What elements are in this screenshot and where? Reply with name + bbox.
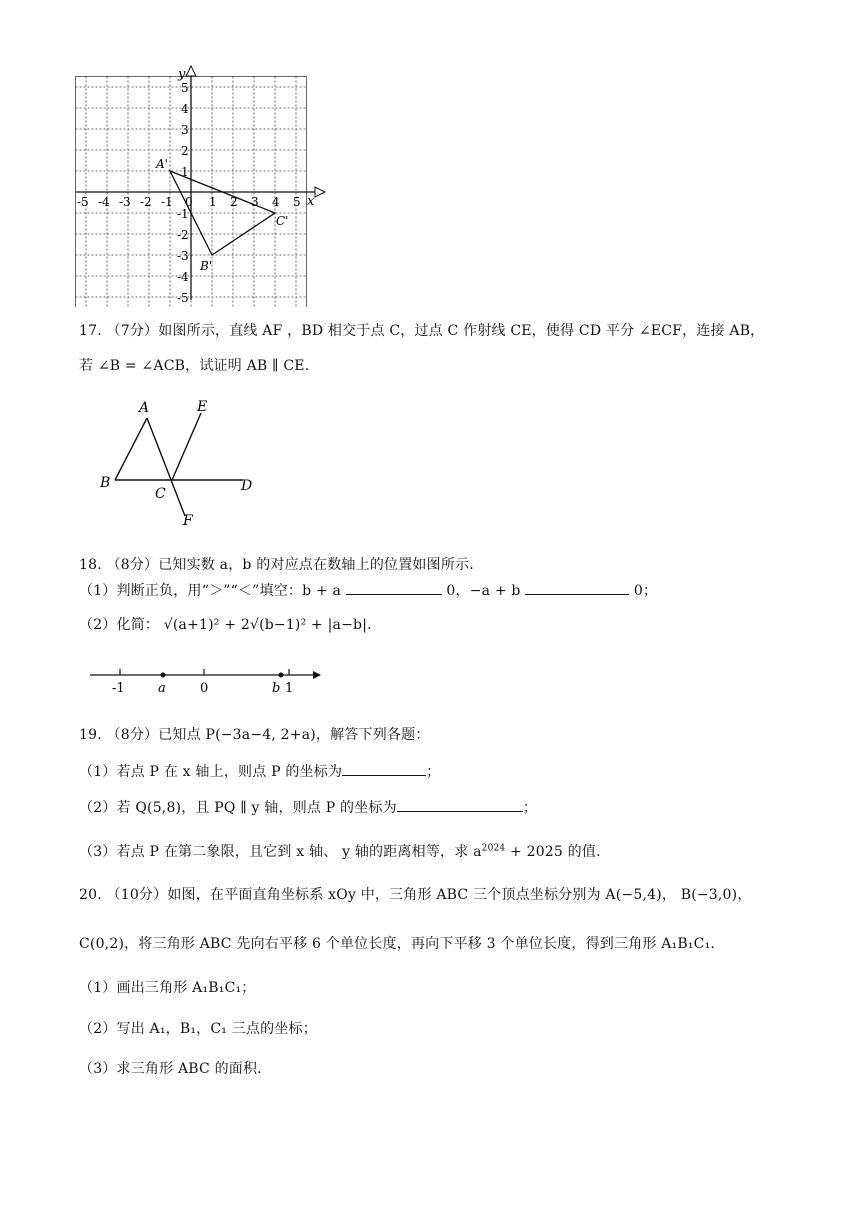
y-tick-label: 5 [181, 81, 189, 95]
q19-part1-end: ； [426, 764, 441, 780]
y-tick-label: -2 [177, 228, 189, 242]
q19-part2-text: （2）若 Q(5,8)，且 PQ ∥ y 轴，则点 P 的坐标为 [79, 800, 397, 816]
x-tick-label: 2 [230, 195, 238, 209]
q18-part2-expr: √(a+1)² + 2√(b−1)² + |a−b|. [163, 617, 372, 633]
x-axis-arrow [315, 187, 325, 197]
y-tick-label: -4 [177, 270, 189, 284]
q20-part2: （2）写出 A₁，B₁，C₁ 三点的坐标； [79, 1021, 317, 1037]
q18-part1-mid: 0，−a + b [446, 583, 521, 599]
point-A-prime-label: A' [156, 157, 168, 171]
numberline-label-1: 1 [285, 681, 294, 695]
q20-line2: C(0,2)，将三角形 ABC 先向右平移 6 个单位长度，再向下平移 3 个单位长度，得到三角形 A₁B₁C₁. [79, 936, 716, 952]
point-C-prime-label: C' [276, 214, 289, 228]
q18-part1-end: 0； [633, 583, 658, 599]
q19-part3-text: （3）若点 P 在第二象限，且它到 x 轴、 y 轴的距离相等，求 a [79, 844, 482, 860]
y-tick-label: -5 [177, 291, 189, 305]
q20-part1: （1）画出三角形 A₁B₁C₁； [79, 980, 256, 996]
y-tick-label: 4 [181, 102, 189, 116]
x-axis-label: x [307, 194, 315, 209]
q18-number-line [85, 660, 330, 695]
y-tick-label: 1 [181, 165, 189, 179]
x-tick-labels [77, 195, 301, 209]
point-a-dot [161, 673, 166, 678]
y-tick-label: -1 [177, 207, 189, 221]
x-tick-label: 0 [185, 195, 193, 209]
x-tick-label: 5 [293, 195, 301, 209]
q19-part1 [79, 761, 440, 781]
q18-part2 [79, 614, 372, 634]
q20-line1: 20. （10分）如图，在平面直角坐标系 xOy 中，三角形 ABC 三个顶点坐标分别为 A(−5,4)， B(−3,0)， [79, 887, 752, 903]
q19-part3-end: + 2025 的值. [505, 844, 601, 860]
x-tick-label: -3 [119, 195, 131, 209]
q17-label-E: E [197, 399, 208, 415]
x-tick-label: 1 [209, 195, 217, 209]
coordinate-grid-figure [70, 62, 330, 307]
q19-part3 [79, 841, 601, 861]
q17-label-D: D [241, 478, 253, 494]
x-tick-label: -5 [77, 195, 89, 209]
y-axis-label: y [178, 67, 186, 82]
q17-line2: 若 ∠B = ∠ACB，试证明 AB ∥ CE. [79, 358, 310, 374]
q18-part1 [79, 580, 657, 600]
q18-line1: 18. （8分）已知实数 a，b 的对应点在数轴上的位置如图所示. [79, 557, 474, 573]
y-tick-labels [177, 81, 189, 305]
q17-line1: 17. （7分）如图所示，直线 AF ，BD 相交于点 C，过点 C 作射线 CE，使得 CD 平分 ∠ECF，连接 AB， [79, 323, 765, 339]
x-tick-label: 3 [251, 195, 259, 209]
y-tick-label: 3 [181, 123, 189, 137]
numberline-label-minus1: -1 [112, 681, 125, 695]
q19-part2-end: ； [522, 800, 538, 816]
q19-part2 [79, 797, 537, 817]
q17-label-A: A [139, 400, 150, 416]
x-tick-label: -4 [98, 195, 110, 209]
q19-blank1[interactable] [342, 761, 426, 776]
q18-blank2[interactable] [525, 580, 629, 595]
numberline-label-0: 0 [200, 681, 209, 695]
q17-label-C: C [155, 486, 166, 502]
q18-part2-label: （2）化简： [79, 617, 160, 633]
q19-line1: 19. （8分）已知点 P(−3a−4, 2+a)，解答下列各题： [79, 727, 430, 743]
y-tick-label: 2 [181, 144, 189, 158]
y-tick-label: -3 [177, 249, 189, 263]
q17-label-F: F [183, 513, 193, 529]
numberline-label-a: a [158, 681, 166, 695]
x-tick-label: -1 [161, 195, 173, 209]
point-b-dot [279, 673, 284, 678]
q19-blank2[interactable] [397, 797, 523, 812]
q18-blank1[interactable] [346, 580, 442, 595]
x-tick-label: 4 [272, 195, 280, 209]
x-tick-label: -2 [140, 195, 152, 209]
q18-part1-text: （1）判断正负，用“＞”“＜”填空：b + a [79, 583, 342, 599]
y-axis-arrow [186, 66, 196, 76]
q20-part3: （3）求三角形 ABC 的面积. [79, 1061, 262, 1077]
numberline-label-b: b [272, 681, 281, 695]
q17-label-B: B [100, 475, 111, 491]
point-B-prime-label: B' [200, 259, 213, 273]
q17-figure [95, 395, 270, 530]
q19-exponent: 2024 [481, 843, 506, 854]
q19-part1-text: （1）若点 P 在 x 轴上，则点 P 的坐标为 [79, 764, 343, 780]
